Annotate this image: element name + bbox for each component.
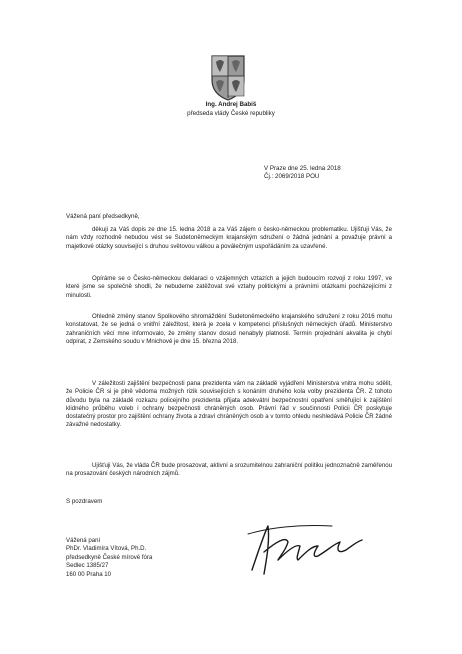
recipient-line: Vážená paní — [66, 537, 101, 544]
paragraph-3: Ohledně změny stanov Spolkového shromáždění Sudetoněmeckého krajanského sdružení z roku 2016 mohu konstatovat, že se jedná o vnitřní záležitost, která je zcela v kompetenci příslušných německých úřadů. Ministerstvo zahraničních věcí mne informovalo, že změny stanov dosud nenabyly platnosti. Termín projednání akvalita je chybí odpírat, z Zemského soudu v Mnichově je dne 15. března 2018. — [66, 313, 392, 345]
recipient-line: předsedkyně České mírové fóra — [66, 553, 153, 561]
paragraph-2: Opíráme se o Česko-německou deklaraci o vzájemných vztazích a jejich budoucím rozvoji z roku 1997, ve které jsme se společně shodli, že nebudeme zatěžovat své vztahy politickými a právními otázkami pocházejícími z minulosti. — [66, 275, 392, 299]
paragraph-5: Ujišťuji Vás, že vláda ČR bude prosazovat, aktivní a srozumitelnou zahraniční politiku jednoznačně zaměřenou na prosazování českých národních zájmů. — [66, 462, 392, 478]
paragraph-1: děkuji za Váš dopis ze dne 15. ledna 2018 a za Váš zájem o česko-německou problematiku. Ujišťuji Vás, že nám vždy rozhodně nebudou vést se Sudetoněmeckým krajanským sdružení o žádná jednání a považuje právní a majetkové otázky související s druhou světovou válkou a poválečným uspořádáním za uzavřené. — [66, 226, 392, 250]
recipient-line: 160 00 Praha 10 — [66, 570, 112, 578]
sender-title: předseda vlády České republiky — [187, 110, 275, 117]
handwritten-signature-icon — [228, 512, 368, 582]
closing: S pozdravem — [66, 498, 103, 505]
paragraph-4: V záležitosti zajištění bezpečnosti pana prezidenta vám na základě vyjádření Ministerstva vnitra mohu sdělit, že Policie ČR si je plně vědoma možných rizik souvisejících s konáním druhého kola volby prezidenta ČR. Z tohoto důvodu byla na základě rozkazu policejního prezidenta přijata adekvátní bezpečnostní opatření směřující k zajištění klidného průběhu voleb i ochrany bezpečnosti chráněných osob. Právní řád v součinnosti Policii ČR poskytuje dostatečný prostor pro zajištění ochrany života a zdraví chráněných osob a v tomto ohledu neshledává Policie ČR žádné závažné nedostatky. — [66, 380, 392, 429]
recipient-line: Sedlec 1385/27 — [66, 562, 109, 570]
recipient-line: PhDr. Vladimíra Vítová, Ph.D. — [66, 545, 147, 553]
czech-coat-of-arms-icon — [206, 50, 250, 102]
reference-number: Čj.: 2069/2018 POU — [264, 173, 320, 181]
sender-name: Ing. Andrej Babiš — [205, 101, 257, 108]
recipient-address — [66, 537, 152, 579]
salutation: Vážená paní předsedkyně, — [66, 213, 140, 220]
date-reference-block — [264, 165, 341, 182]
date-place: V Praze dne 25. ledna 2018 — [264, 165, 341, 172]
